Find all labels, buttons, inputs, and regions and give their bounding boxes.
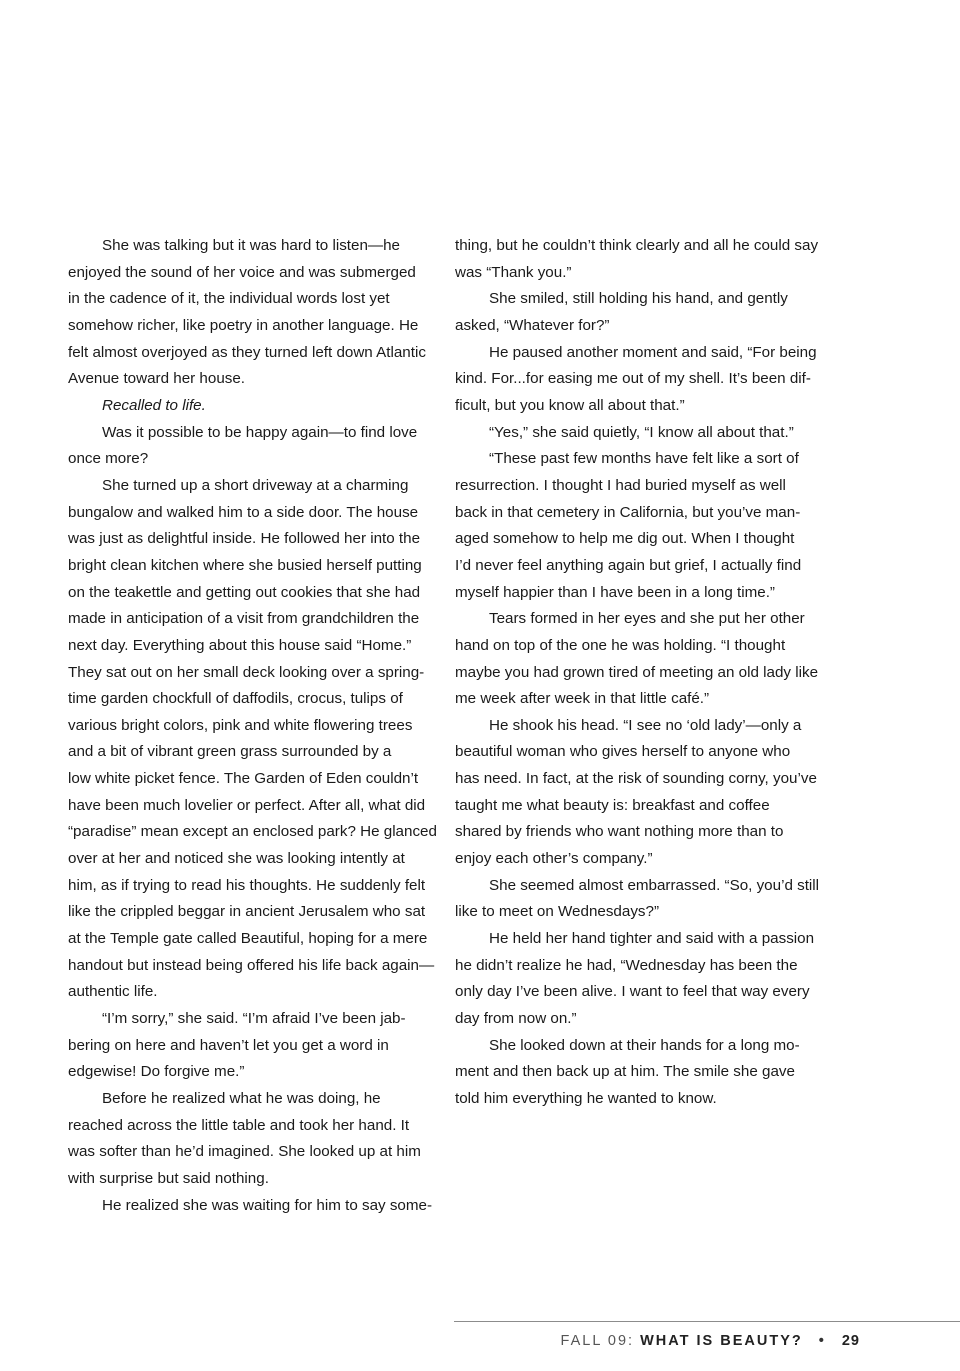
text-line: asked, “Whatever for?” bbox=[455, 316, 610, 334]
text-line: reached across the little table and took her hand. It bbox=[68, 1116, 410, 1134]
text-line: She was talking but it was hard to listen—he bbox=[102, 237, 401, 254]
text-line: Before he realized what he was doing, he bbox=[102, 1090, 381, 1107]
text-line: enjoy each other’s company.” bbox=[455, 850, 653, 868]
text-line: told him everything he wanted to know. bbox=[455, 1090, 717, 1107]
text-line: on the teakettle and getting out cookies that she had bbox=[68, 583, 421, 601]
text-line: Tears formed in her eyes and she put her other bbox=[489, 610, 805, 628]
text-line: She turned up a short driveway at a charming bbox=[102, 476, 409, 494]
text-line: felt almost overjoyed as they turned left down Atlantic bbox=[68, 343, 426, 361]
text-line: time garden chockfull of daffodils, crocus, tulips of bbox=[68, 690, 403, 708]
text-line: bering on here and haven’t let you get a word in bbox=[68, 1036, 389, 1054]
text-line: She looked down at their hands for a long mo- bbox=[489, 1036, 800, 1054]
text-line: bungalow and walked him to a side door. The house bbox=[68, 503, 419, 521]
right-text-column bbox=[455, 233, 835, 1113]
text-line: shared by friends who want nothing more than to bbox=[455, 823, 784, 841]
text-line: was “Thank you.” bbox=[455, 263, 572, 281]
text-line: have been much lovelier or perfect. After all, what did bbox=[68, 796, 426, 814]
text-line: enjoyed the sound of her voice and was submerged bbox=[68, 263, 416, 281]
text-line: like to meet on Wednesdays?” bbox=[455, 903, 660, 921]
text-line: ficult, but you know all about that.” bbox=[455, 396, 685, 414]
text-line: somehow richer, like poetry in another language. He bbox=[68, 316, 419, 334]
italic-text: Recalled to life. bbox=[102, 396, 206, 414]
text-line: in the cadence of it, the individual words lost yet bbox=[68, 290, 390, 308]
text-line: bright clean kitchen where she busied herself putting bbox=[68, 556, 422, 574]
text-line: was softer than he’d imagined. She looked up at him bbox=[68, 1143, 421, 1161]
text-line: Avenue toward her house. bbox=[68, 370, 246, 388]
text-line: only day I’ve been alive. I want to feel that way every bbox=[455, 983, 810, 1001]
text-line: authentic life. bbox=[68, 983, 158, 1001]
footer-rule bbox=[454, 1321, 960, 1322]
text-line: low white picket fence. The Garden of Eden couldn’t bbox=[68, 770, 419, 788]
text-line: They sat out on her small deck looking over a spring- bbox=[68, 663, 425, 681]
text-line: He realized she was waiting for him to say some- bbox=[102, 1196, 433, 1214]
footer-separator: • bbox=[818, 1333, 826, 1349]
text-line: made in anticipation of a visit from grandchildren the bbox=[68, 610, 420, 628]
text-line: resurrection. I thought I had buried myself as well bbox=[455, 476, 786, 494]
text-line: like the crippled beggar in ancient Jerusalem who sat bbox=[68, 903, 426, 921]
footer-issue-title: WHAT IS BEAUTY? bbox=[640, 1333, 803, 1349]
text-line: beautiful woman who gives herself to anyone who bbox=[455, 743, 791, 761]
text-line: “I’m sorry,” she said. “I’m afraid I’ve been jab- bbox=[102, 1010, 406, 1028]
text-line: “Yes,” she said quietly, “I know all about that.” bbox=[489, 423, 794, 441]
text-line: at the Temple gate called Beautiful, hoping for a mere bbox=[68, 930, 428, 948]
text-line: myself happier than I have been in a long time.” bbox=[455, 583, 775, 601]
text-line: I’d never feel anything again but grief, I actually find bbox=[455, 556, 802, 574]
text-line: me week after week in that little café.” bbox=[455, 690, 710, 708]
text-line: next day. Everything about this house said “Home.” bbox=[68, 636, 412, 654]
text-line: back in that cemetery in California, but you’ve man- bbox=[455, 503, 801, 521]
text-line: ment and then back up at him. The smile she gave bbox=[455, 1063, 795, 1081]
text-line: She smiled, still holding his hand, and gently bbox=[489, 290, 788, 308]
footer-issue-season: FALL 09: bbox=[560, 1333, 635, 1349]
text-line: and a bit of vibrant green grass surrounded by a bbox=[68, 743, 392, 761]
text-line: handout but instead being offered his life back again— bbox=[68, 956, 435, 974]
text-line: was just as delightful inside. He followed her into the bbox=[68, 530, 421, 548]
text-line: him, as if trying to read his thoughts. He suddenly felt bbox=[68, 876, 426, 894]
page-footer bbox=[561, 1333, 860, 1349]
text-line: taught me what beauty is: breakfast and coffee bbox=[455, 796, 770, 814]
text-line: over at her and noticed she was looking intently at bbox=[68, 850, 405, 868]
text-line: He shook his head. “I see no ‘old lady’—only a bbox=[489, 716, 802, 734]
text-line bbox=[68, 393, 440, 420]
text-line: Was it possible to be happy again—to find love bbox=[102, 423, 418, 441]
text-line: “These past few months have felt like a sort of bbox=[489, 450, 799, 468]
text-line: day from now on.” bbox=[455, 1010, 577, 1028]
text-line: aged somehow to help me dig out. When I thought bbox=[455, 530, 795, 548]
text-line: has need. In fact, at the risk of sounding corny, you’ve bbox=[455, 770, 817, 788]
text-line: thing, but he couldn’t think clearly and all he could say bbox=[455, 237, 819, 254]
text-line: He paused another moment and said, “For being bbox=[489, 343, 817, 361]
text-line: once more? bbox=[68, 450, 149, 468]
text-line: various bright colors, pink and white flowering trees bbox=[68, 716, 413, 734]
text-line: he didn’t realize he had, “Wednesday has been the bbox=[455, 956, 798, 974]
text-line: edgewise! Do forgive me.” bbox=[68, 1063, 245, 1081]
text-line: “paradise” mean except an enclosed park? He glanced bbox=[68, 823, 437, 841]
text-line: He held her hand tighter and said with a passion bbox=[489, 930, 815, 948]
page-number: 29 bbox=[841, 1333, 860, 1349]
text-line: maybe you had grown tired of meeting an old lady like bbox=[455, 663, 819, 681]
left-text-column bbox=[68, 233, 440, 1219]
text-line: She seemed almost embarrassed. “So, you’d still bbox=[489, 876, 820, 894]
text-line: hand on top of the one he was holding. “I thought bbox=[455, 636, 786, 654]
text-line: kind. For...for easing me out of my shell. It’s been dif- bbox=[455, 370, 811, 388]
text-line: with surprise but said nothing. bbox=[68, 1169, 269, 1187]
